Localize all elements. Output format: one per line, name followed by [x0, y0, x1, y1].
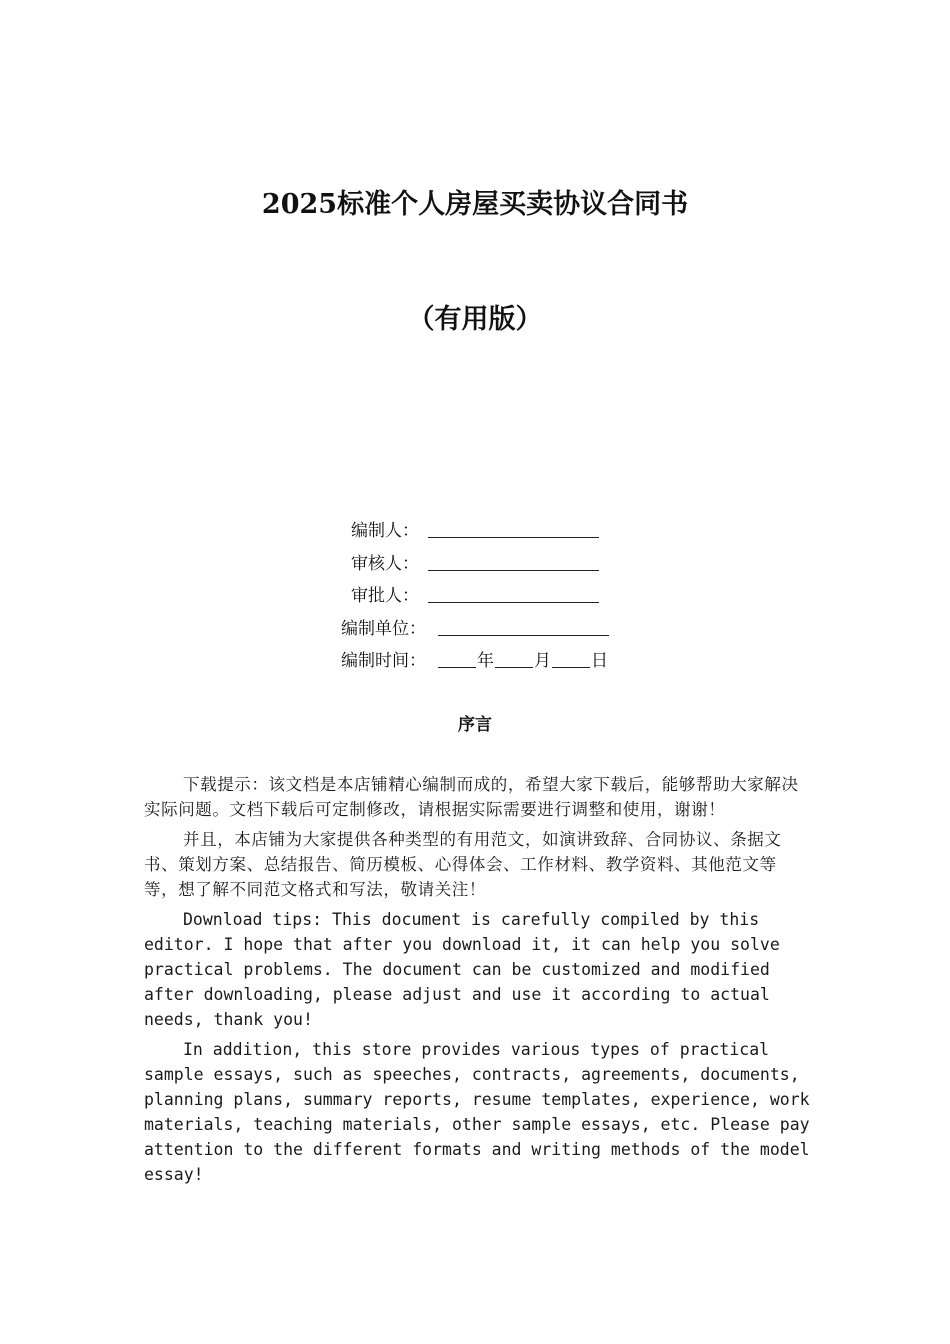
- approver-blank: [428, 580, 599, 603]
- document-title: 2025标准个人房屋买卖协议合同书: [261, 189, 689, 220]
- document-subtitle: （有用版）: [407, 304, 543, 335]
- approver-row: [0, 580, 950, 613]
- reviewer-blank: [428, 548, 599, 571]
- compiler-blank: [428, 515, 599, 538]
- time-row: [0, 645, 950, 678]
- compiler-row: [0, 515, 950, 548]
- unit-blank: [438, 613, 609, 636]
- month-blank: [495, 645, 533, 668]
- month-label: 月: [534, 651, 551, 671]
- preface-paragraph-cn-2: 并且，本店铺为大家提供各种类型的有用范文，如演讲致辞、合同协议、条据文书、策划方案、总结报告、简历模板、心得体会、工作材料、教学资料、其他范文等等，想了解不同范文格式和写法，敬请关注！: [144, 830, 782, 899]
- signature-fields: [0, 515, 950, 678]
- preface-body: [144, 772, 810, 1192]
- year-label: 年: [477, 651, 494, 671]
- day-blank: [552, 645, 590, 668]
- unit-row: [0, 613, 950, 646]
- reviewer-label: 审核人：: [351, 553, 419, 574]
- year-blank: [438, 645, 476, 668]
- reviewer-row: [0, 548, 950, 581]
- preface-paragraph-en-2: In addition, this store provides various types of practical sample essays, such as speeches, contracts, agreements, documents, planning plans, summary reports, resume templates, experience, work materials, teaching materials, other sample essays, etc. Please pay attention to the different formats and writing methods of the model essay!: [144, 1040, 810, 1184]
- preface-paragraph-cn-1: 下载提示：该文档是本店铺精心编制而成的，希望大家下载后，能够帮助大家解决实际问题。文档下载后可定制修改，请根据实际需要进行调整和使用，谢谢！: [144, 775, 799, 819]
- preface-paragraph-en-1: Download tips: This document is carefully compiled by this editor. I hope that after you download it, it can help you solve practical problems. The document can be customized and modified after downloading, please adjust and use it according to actual needs, thank you!: [144, 910, 780, 1029]
- unit-label: 编制单位：: [341, 618, 426, 639]
- day-label: 日: [591, 651, 608, 671]
- time-label: 编制时间：: [341, 651, 426, 671]
- approver-label: 审批人：: [351, 586, 419, 606]
- preface-heading: 序言: [458, 715, 492, 735]
- compiler-label: 编制人：: [351, 521, 419, 541]
